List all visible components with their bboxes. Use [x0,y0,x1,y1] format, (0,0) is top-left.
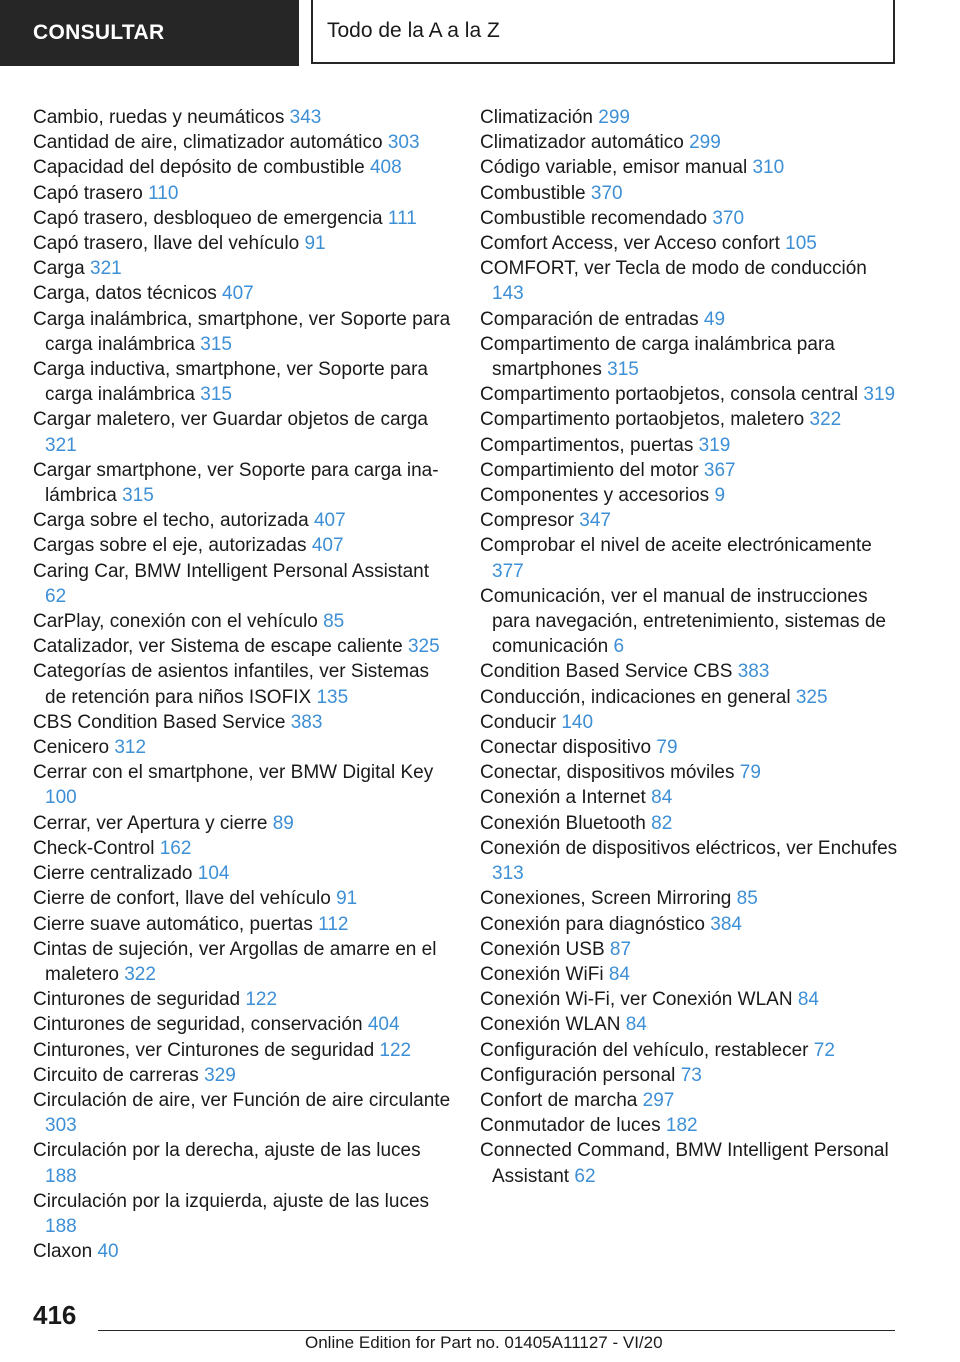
index-term: Catalizador, ver Sistema de escape caliente [33,636,403,658]
index-entry [480,332,900,382]
index-entry [480,710,900,735]
page-reference-link[interactable]: 315 [200,333,232,355]
index-term: Cenicero [33,737,110,759]
page-reference-link[interactable]: 407 [313,510,346,532]
index-term: Capó trasero, llave del vehículo [33,233,300,255]
index-entry [480,886,900,911]
index-term: Conexión WiFi [480,963,604,985]
index-entry [480,483,900,508]
index-term: Conexiones, Screen Mirroring [480,888,732,910]
page-reference-link[interactable]: 162 [159,837,192,859]
index-term: Conexión Bluetooth [480,812,646,834]
page-reference-link[interactable]: 299 [598,107,630,128]
index-entry [33,130,453,155]
page-reference-link[interactable]: 84 [651,787,673,809]
index-term: Cierre de confort, llave del vehículo [33,888,331,910]
index-term: Carga inductiva, smartphone, ver Soporte para carga inalámbrica [33,359,428,406]
index-entry [480,987,900,1012]
index-entry [33,181,453,206]
index-term: Compartimento portaobjetos, maletero [480,409,805,431]
page-reference-link[interactable]: 188 [45,1215,77,1237]
index-entry [33,508,453,533]
index-entry [480,1113,900,1138]
index-term: Conexión de dispositivos eléctricos, ver Enchufes [480,837,898,859]
index-term: Climatización [480,107,593,128]
page-reference-link[interactable]: 297 [642,1089,675,1111]
page-reference-link[interactable]: 182 [665,1115,698,1137]
index-entry [33,886,453,911]
index-term: Check-Control [33,837,155,859]
index-term: Capó trasero [33,182,143,204]
index-entry [480,659,900,684]
page-reference-link[interactable]: 315 [607,359,639,381]
page-reference-link[interactable]: 325 [795,686,828,708]
index-term: Configuración del vehículo, restablecer [480,1039,809,1061]
page-reference-link[interactable]: 6 [613,636,625,658]
index-entry [33,206,453,231]
page-reference-link[interactable]: 383 [290,711,323,733]
index-entry [33,861,453,886]
page-reference-link[interactable]: 62 [574,1165,596,1187]
index-entry [480,836,900,886]
index-entry [33,1063,453,1088]
index-entry [480,962,900,987]
index-entry [33,760,453,810]
index-entry [33,105,453,130]
index-entry [480,1012,900,1037]
index-term: Cinturones de seguridad, conservación [33,1014,363,1036]
index-entry [480,912,900,937]
page-reference-link[interactable]: 347 [579,510,611,532]
page-reference-link[interactable]: 329 [204,1064,236,1086]
page-reference-link[interactable]: 85 [736,888,758,910]
index-term: Capó trasero, desbloqueo de emergencia [33,207,383,229]
index-entry [33,458,453,508]
index-entry [33,1038,453,1063]
page-reference-link[interactable]: 408 [369,157,402,179]
index-entry [33,1012,453,1037]
page-reference-link[interactable]: 91 [304,233,326,255]
index-entry [480,1138,900,1188]
page-reference-link[interactable]: 343 [289,107,322,128]
index-term: Comprobar el nivel de aceite electrónicamente [480,535,872,557]
index-term: Compartimento portaobjetos, consola central [480,384,859,406]
page-reference-link[interactable]: 370 [712,207,745,229]
page-reference-link[interactable]: 303 [387,132,420,154]
footer-divider [98,1330,895,1331]
index-term: Cerrar, ver Apertura y cierre [33,812,268,834]
index-entry [33,1138,453,1188]
index-term: COMFORT, ver Tecla de modo de conducción [480,258,867,280]
page-reference-link[interactable]: 299 [689,132,721,154]
page-reference-link[interactable]: 100 [45,787,77,809]
index-entry [33,357,453,407]
page-reference-link[interactable]: 40 [97,1241,119,1263]
index-entry [33,912,453,937]
index-term: Condition Based Service CBS [480,661,733,683]
index-entry [33,1088,453,1138]
index-term: Compresor [480,510,574,532]
index-term: Conexión para diagnóstico [480,913,705,935]
index-term: Confort de marcha [480,1089,638,1111]
footer-edition [305,1333,663,1353]
page-reference-link[interactable]: 9 [714,485,726,507]
index-entry [33,1239,453,1264]
page-reference-link[interactable]: 79 [656,737,678,759]
index-term: Circulación por la derecha, ajuste de las luces [33,1140,421,1162]
index-term: CBS Condition Based Service [33,711,286,733]
index-entry [480,458,900,483]
page-reference-link[interactable]: 367 [703,459,736,481]
page-reference-link[interactable]: 384 [710,913,742,935]
index-entry [480,785,900,810]
index-entry [33,307,453,357]
index-term: Cargar maletero, ver Guardar objetos de carga [33,409,428,431]
index-term: Compartimiento del motor [480,459,699,481]
index-entry [480,685,900,710]
index-term: Comparación de entradas [480,308,699,330]
index-entry [480,760,900,785]
page-reference-link[interactable]: 84 [608,963,630,985]
index-term: Comunicación, ver el manual de instrucciones para navegación, entretenimiento, sistemas de comunicación [480,585,886,658]
page-reference-link[interactable]: 112 [318,913,349,935]
page-reference-link[interactable]: 91 [336,888,358,910]
page-reference-link[interactable]: 89 [272,812,294,834]
index-entry [480,811,900,836]
section-tab [0,0,299,66]
index-entry [33,281,453,306]
index-term: Cargar smartphone, ver Soporte para carga inalámbrica [33,459,439,507]
index-entry [480,130,900,155]
index-term: Carga [33,258,85,280]
page-number: 416 [33,1300,77,1330]
page-reference-link[interactable]: 140 [561,711,594,733]
index-term: Cerrar con el smartphone, ver BMW Digital Key [33,762,434,784]
index-entry [33,735,453,760]
index-term: Connected Command, BMW Intelligent Personal Assistant [480,1140,889,1187]
index-column-right [480,105,900,1189]
page-reference-link[interactable]: 407 [222,283,254,305]
page-reference-link[interactable]: 303 [45,1115,77,1137]
index-entry [33,710,453,735]
index-term: Comfort Access, ver Acceso confort [480,233,780,255]
index-term: Conmutador de luces [480,1115,661,1137]
index-entry [480,508,900,533]
page-reference-link[interactable]: 377 [492,560,524,582]
index-term: Conectar, dispositivos móviles [480,762,735,784]
index-entry [33,155,453,180]
index-entry [480,735,900,760]
index-term: Conectar dispositivo [480,737,652,759]
index-entry [480,231,900,256]
index-term: Categorías de asientos infantiles, ver Sistemas de retención para niños ISOFIX [33,661,430,708]
index-term: Carga inalámbrica, smartphone, ver Soporte para carga inalámbrica [33,308,451,355]
index-term: Conexión Wi-Fi, ver Conexión WLAN [480,989,793,1011]
index-entry [33,231,453,256]
index-entry [480,937,900,962]
page-reference-link[interactable]: 104 [197,863,230,885]
page-reference-link[interactable]: 370 [590,182,623,204]
index-entry [33,634,453,659]
index-term: Claxon [33,1241,93,1263]
index-entry [480,1063,900,1088]
page-reference-link[interactable]: 49 [703,308,726,330]
page-reference-link[interactable]: 312 [114,737,147,759]
index-entry [33,987,453,1012]
index-term: Conexión WLAN [480,1014,621,1036]
index-entry [33,1189,453,1239]
index-term: Conexión USB [480,938,605,960]
index-entry [480,407,900,432]
index-entry [480,181,900,206]
index-entry [480,584,900,660]
index-term: Código variable, emisor manual [480,157,748,179]
page-reference-link[interactable]: 322 [809,409,842,431]
page-reference-link[interactable]: 321 [90,258,122,280]
page-reference-link[interactable]: 188 [45,1165,77,1187]
page-reference-link[interactable]: 315 [122,485,154,507]
index-entry [33,609,453,634]
index-column-left [33,105,453,1264]
page-reference-link[interactable]: 73 [680,1064,702,1086]
page-title: Todo de la A a la Z [327,19,500,42]
index-entry [33,811,453,836]
page-reference-link[interactable]: 84 [797,989,819,1011]
index-entry [33,836,453,861]
footer-edition-text: Online Edition for Part no. 01405A11127 - VI/20 [305,1333,663,1352]
index-term: CarPlay, conexión con el vehículo [33,611,318,633]
page-reference-link[interactable]: 383 [737,661,770,683]
page-reference-link[interactable]: 407 [311,535,344,557]
index-entry [33,407,453,457]
page-reference-link[interactable]: 62 [45,585,67,607]
index-term: Cinturones, ver Cinturones de seguridad [33,1039,375,1061]
page-reference-link[interactable]: 319 [863,384,896,406]
page-reference-link[interactable]: 315 [200,384,232,406]
index-term: Cierre suave automático, puertas [33,913,313,935]
index-term: Capacidad del depósito de combustible [33,157,365,179]
page-reference-link[interactable]: 310 [752,157,785,179]
index-term: Climatizador automático [480,132,684,154]
index-term: Compartimentos, puertas [480,434,694,456]
index-entry [480,105,900,130]
index-term: Conducción, indicaciones en general [480,686,791,708]
index-entry [480,1088,900,1113]
page-reference-link[interactable]: 143 [492,283,524,305]
index-term: Componentes y accesorios [480,485,710,507]
index-entry [33,937,453,987]
page-reference-link[interactable]: 87 [609,938,632,960]
page-reference-link[interactable]: 72 [813,1039,835,1061]
index-term: Cinturones de seguridad [33,989,241,1011]
index-term: Cargas sobre el eje, autorizadas [33,535,307,557]
index-term: Combustible [480,182,586,204]
page-reference-link[interactable]: 122 [379,1039,412,1061]
index-term: Compartimento de carga inalámbrica para smartphones [480,333,835,381]
page-reference-link[interactable]: 85 [323,611,345,633]
page-reference-link[interactable]: 322 [124,963,156,985]
page-reference-link[interactable]: 84 [625,1014,647,1036]
page-reference-link[interactable]: 111 [387,207,417,229]
index-term: Carga sobre el techo, autorizada [33,510,309,532]
index-entry [33,256,453,281]
index-entry [480,533,900,583]
page-reference-link[interactable]: 319 [698,434,731,456]
index-term: Conexión a Internet [480,787,646,809]
index-term: Combustible recomendado [480,207,708,229]
page-reference-link[interactable]: 122 [245,989,278,1011]
index-entry [480,1038,900,1063]
index-term: Cintas de sujeción, ver Argollas de amarre en el maletero [33,938,437,985]
index-entry [33,659,453,709]
index-term: Cantidad de aire, climatizador automático [33,132,383,154]
page-reference-link[interactable]: 79 [739,762,761,784]
index-term: Carga, datos técnicos [33,283,217,305]
index-term: Cierre centralizado [33,863,193,885]
index-entry [480,256,900,306]
index-entry [480,155,900,180]
index-entry [480,433,900,458]
page-reference-link[interactable]: 110 [148,182,179,204]
index-term: Circulación por la izquierda, ajuste de las luces [33,1190,430,1212]
index-term: Caring Car, BMW Intelligent Personal Assistant [33,560,430,582]
page-reference-link[interactable]: 82 [651,812,673,834]
index-entry [480,206,900,231]
index-term: Configuración personal [480,1064,676,1086]
index-entry [33,559,453,609]
page-reference-link[interactable]: 135 [316,686,349,708]
page-reference-link[interactable]: 105 [785,233,817,255]
page-header [311,0,895,64]
index-term: Cambio, ruedas y neumáticos [33,107,285,128]
index-term: Conducir [480,711,557,733]
section-label: CONSULTAR [33,21,165,44]
page-reference-link[interactable]: 313 [492,863,524,885]
index-term: Circuito de carreras [33,1064,199,1086]
page-reference-link[interactable]: 404 [367,1014,400,1036]
index-entry [480,382,900,407]
page-reference-link[interactable]: 321 [45,434,77,456]
index-entry [33,533,453,558]
index-term: Circulación de aire, ver Función de aire circulante [33,1089,451,1111]
page-reference-link[interactable]: 325 [407,636,440,658]
index-entry [480,307,900,332]
